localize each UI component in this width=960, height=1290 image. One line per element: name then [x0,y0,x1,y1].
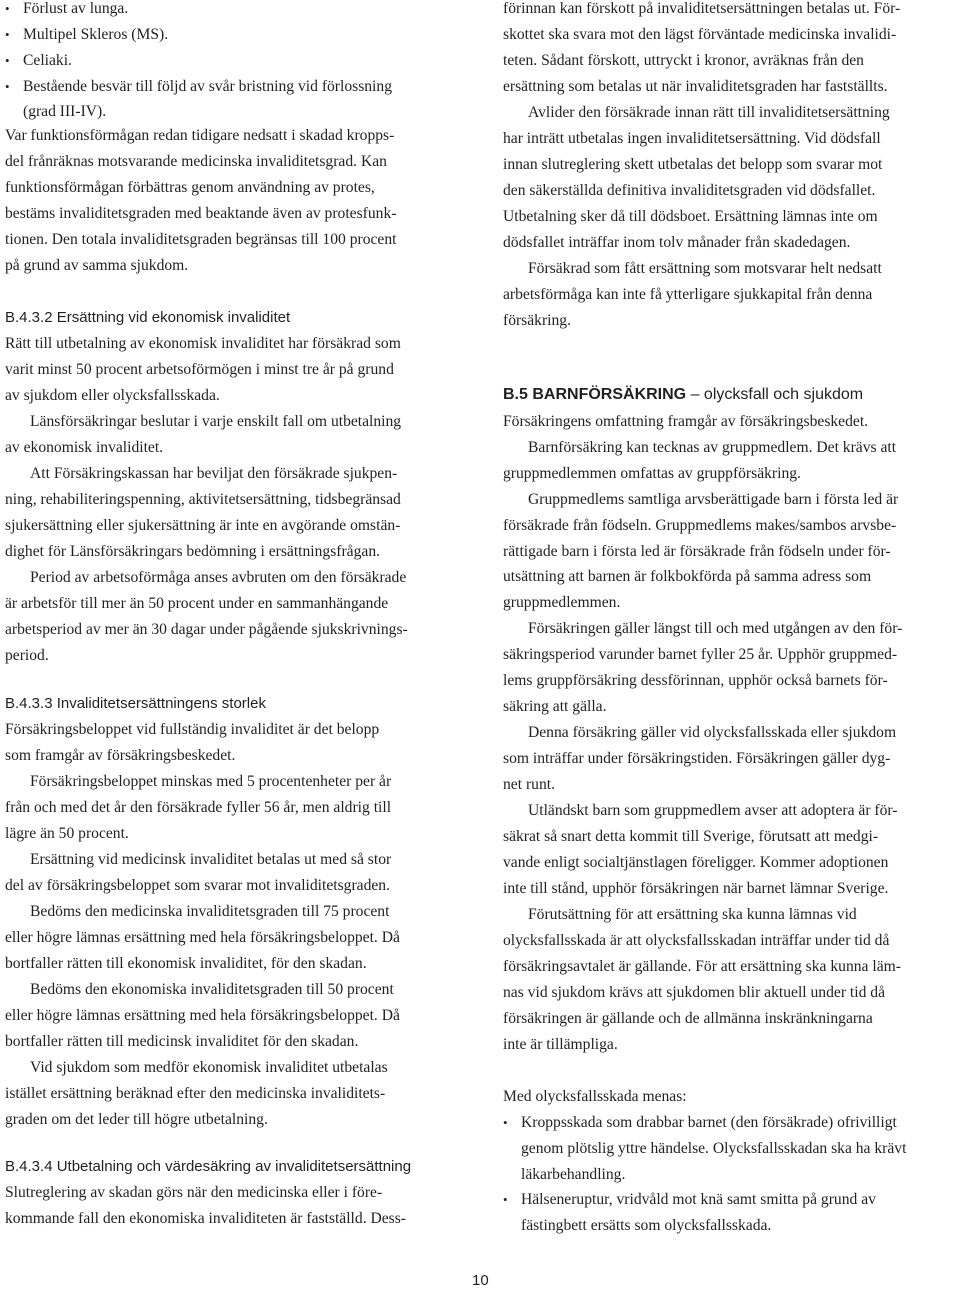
text-line: försäkring. [503,312,571,329]
text-line: ersättning som betalas ut när invaliditetsgraden har fastställts. [503,78,888,95]
text-line: Försäkringens omfattning framgår av försäkringsbeskedet. [503,413,869,430]
text-line: som inträffar under försäkringstiden. Försäkringen gäller dyg- [503,750,891,767]
text-line: period. [5,647,49,664]
text-line: lems gruppförsäkring dessförinnan, upphör också barnets för- [503,672,888,689]
list-item: • Celiaki. [5,52,72,69]
text-line: eller högre lämnas ersättning med hela försäkringsbeloppet. Då [5,1007,400,1024]
text-line: kommande fall den ekonomiska invaliditeten är fastställd. Dess- [5,1210,406,1227]
text-line: innan slutreglering skett utbetalas det belopp som svarar mot [503,156,883,173]
text-line: funktionsförmågan förbättras genom användning av protes, [5,179,375,196]
text-line: arbetsförmåga kan inte få ytterligare sjukkapital från denna [503,286,873,303]
text-line: bortfaller rätten till medicinsk invaliditet för den skadan. [5,1033,359,1050]
text-line: Period av arbetsoförmåga anses avbruten om den försäkrade [30,569,407,586]
text-line: försäkringen är gällande och de allmänna inskränkningarna [503,1010,873,1027]
olycksfall-intro: Med olycksfallsskada menas: [503,1088,687,1105]
text-line: förinnan kan förskott på invaliditetsersättningen betalas ut. För- [503,0,901,17]
text-line: dödsfallet inträffar inom tolv månader från skadedagen. [503,234,851,251]
bullet-icon: • [5,1,10,16]
text-line: dighet för Länsförsäkringars bedömning i ersättningsfrågan. [5,543,381,560]
list-item-continuation: fästingbett ersätts som olycksfallsskada. [521,1217,772,1234]
text-line: Försäkringsbeloppet minskas med 5 procentenheter per år [30,773,392,790]
text-line: utsättning att barnen är folkbokförda på samma adress som [503,568,872,585]
list-item-continuation: genom plötslig yttre händelse. Olycksfallsskadan ska ha krävt [521,1140,907,1157]
text-line: graden om det leder till högre utbetalning. [5,1111,268,1128]
text-line: av ekonomisk invaliditet. [5,439,164,456]
text-line: Utländskt barn som gruppmedlem avser att adoptera är för- [528,802,898,819]
text-line: försäkrade från födseln. Gruppmedlems makes/sambos arvsbe- [503,517,897,534]
text-line: inte är tillämpliga. [503,1036,618,1053]
text-line: inte till stånd, upphör försäkringen när barnet lämnar Sverige. [503,880,889,897]
text-line: Förutsättning för att ersättning ska kunna lämnas vid [528,906,857,923]
text-line: Försäkringen gäller längst till och med utgången av den för- [528,620,903,637]
text-line: från och med det år den försäkrade fyller 56 år, men aldrig till [5,799,392,816]
list-item-continuation: (grad III-IV). [23,103,107,120]
text-line: arbetsperiod av mer än 30 dagar under pågående sjukskrivnings- [5,621,408,638]
text-line: teten. Sådant förskott, uttryckt i kronor, avräknas från den [503,52,864,69]
section-heading-b434: B.4.3.4 Utbetalning och värdesäkring av invaliditetsersättning [5,1158,412,1175]
text-line: på grund av samma sjukdom. [5,257,189,274]
text-line: Försäkrad som fått ersättning som motsvarar helt nedsatt [528,260,882,277]
text-line: har inträtt utbetalas ingen invaliditetsersättning. Vid dödsfall [503,130,881,147]
text-line: gruppmedlemmen omfattas av gruppförsäkring. [503,465,801,482]
bullet-icon: • [5,53,10,68]
list-item: • Bestående besvär till följd av svår bristning vid förlossning [5,78,392,95]
text-line: Var funktionsförmågan redan tidigare nedsatt i skadad kropps- [5,127,395,144]
text-line: gruppmedlemmen. [503,594,621,611]
heading-main-text: B.5 BARNFÖRSÄKRING [503,386,687,403]
text-line: olycksfallsskada är att olycksfallsskadan inträffar under tid då [503,932,890,949]
text-line: Denna försäkring gäller vid olycksfallsskada eller sjukdom [528,724,897,741]
text-line: den säkerställda definitiva invaliditetsgraden vid dödsfallet. [503,182,876,199]
text-line: varit minst 50 procent arbetsoförmögen i minst tre år på grund [5,361,394,378]
text-line: säkring att gälla. [503,698,607,715]
text-line: rättigade barn i första led är försäkrade från födseln under för- [503,543,891,560]
text-line: som framgår av försäkringsbeskedet. [5,747,236,764]
text-line: vande enligt socialtjänstlagen föreligger. Kommer adoptionen [503,854,889,871]
bullet-icon: • [5,79,10,94]
text-line: Vid sjukdom som medför ekonomisk invaliditet utbetalas [30,1059,388,1076]
text-line: net runt. [503,776,555,793]
text-line: Gruppmedlems samtliga arvsberättigade barn i första led är [528,491,899,508]
heading-sub-text: – olycksfall och sjukdom [686,386,864,403]
section-heading-b433: B.4.3.3 Invaliditetsersättningens storlek [5,695,266,712]
text-line: Slutreglering av skadan görs när den medicinska eller i före- [5,1184,383,1201]
text-line: skottet ska svara mot den lägst förväntade medicinska invalidi- [503,26,897,43]
text-line: Utbetalning sker då till dödsboet. Ersättning lämnas inte om [503,208,878,225]
text-line: Bedöms den medicinska invaliditetsgraden till 75 procent [30,903,390,920]
text-line: Att Försäkringskassan har beviljat den försäkrade sjukpen- [30,465,398,482]
text-line: är arbetsför till mer än 50 procent under en sammanhängande [5,595,389,612]
text-line: bortfaller rätten till ekonomisk invaliditet, för den skadan. [5,955,367,972]
text-line: eller högre lämnas ersättning med hela försäkringsbeloppet. Då [5,929,400,946]
section-heading-b5 [503,386,863,404]
text-line: tionen. Den totala invaliditetsgraden begränsas till 100 procent [5,231,397,248]
section-heading-b432: B.4.3.2 Ersättning vid ekonomisk invaliditet [5,309,291,326]
list-item: • Multipel Skleros (MS). [5,26,169,43]
text-line: Avlider den försäkrade innan rätt till invaliditetsersättning [528,104,890,121]
list-item-continuation: läkarbehandling. [521,1166,626,1183]
text-line: Barnförsäkring kan tecknas av gruppmedlem. Det krävs att [528,439,897,456]
bullet-icon: • [5,27,10,42]
text-line: Länsförsäkringar beslutar i varje enskilt fall om utbetalning [30,413,402,430]
text-line: Rätt till utbetalning av ekonomisk invaliditet har försäkrad som [5,335,401,352]
text-line: del frånräknas motsvarande medicinska invaliditetsgrad. Kan [5,153,387,170]
page-number: 10 [472,1272,489,1289]
text-line: sjukersättning eller sjukersättning är inte en avgörande omstän- [5,517,401,534]
text-line: säkrat så snart detta kommit till Sverige, förutsatt att medgi- [503,828,879,845]
text-line: av sjukdom eller olycksfallsskada. [5,387,220,404]
text-line: Bedöms den ekonomiska invaliditetsgraden till 50 procent [30,981,394,998]
text-line: ning, rehabiliteringspenning, aktivitetsersättning, tidsbegränsad [5,491,401,508]
list-item: • Förlust av lunga. [5,0,129,17]
text-line: nas vid sjukdom krävs att sjukdomen blir aktuell under tid då [503,984,885,1001]
text-line: bestäms invaliditetsgraden med beaktande även av protesfunk- [5,205,397,222]
text-line: lägre än 50 procent. [5,825,129,842]
bullet-icon: • [503,1192,508,1207]
text-line: Försäkringsbeloppet vid fullständig invaliditet är det belopp [5,721,380,738]
text-line: försäkringsavtalet är gällande. För att ersättning ska kunna läm- [503,958,901,975]
text-line: del av försäkringsbeloppet som svarar mot invaliditetsgraden. [5,877,390,894]
text-line: säkringsperiod varunder barnet fyller 25 år. Upphör gruppmed- [503,646,898,663]
text-line: Ersättning vid medicinsk invaliditet betalas ut med så stor [30,851,392,868]
text-line: istället ersättning beräknad efter den medicinska invaliditets- [5,1085,386,1102]
bullet-icon: • [503,1115,508,1130]
